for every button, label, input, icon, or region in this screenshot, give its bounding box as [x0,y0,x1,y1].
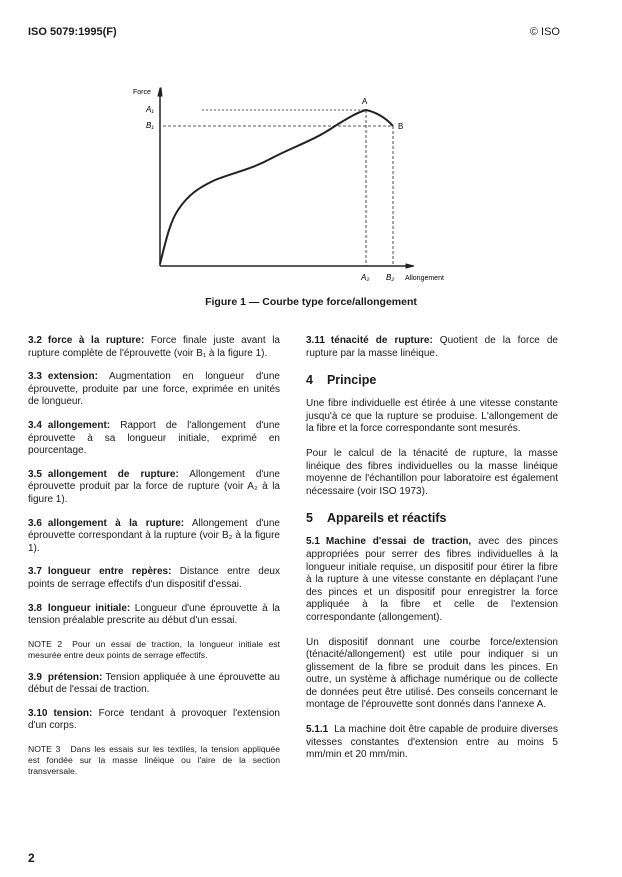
section-5-heading: 5 Appareils et réactifs [306,511,447,526]
definition-3-11: 3.11 ténacité de rupture: Quotient de la force de rupture par la masse linéique. [306,335,558,359]
b1-label: B₁ [146,121,154,130]
definition-3-3: 3.3 extension: Augmentation en longueur d'une éprouvette, produite par une force, exprimée en unités de longueur. [28,371,280,408]
a2-label: A₂ [361,273,370,282]
section-4-paragraph-1: Une fibre individuelle est étirée à une vitesse constante jusqu'à ce que la rupture se produise. L'allongement de la fibre et la force correspondante sont mesurés. [306,398,558,435]
document-id: ISO 5079:1995(F) [28,26,117,38]
point-a-label: A [362,97,368,106]
figure-caption: Figure 1 — Courbe type force/allongement [205,296,417,308]
definition-3-4: 3.4 allongement: Rapport de l'allongement d'une éprouvette à sa longueur initiale, exprimé en pourcentage. [28,419,280,457]
b2-label: B₂ [386,273,395,282]
note-3: NOTE 3 Dans les essais sur les textiles, la tension appliquée est fondée sur la masse linéique ou l'aire de la section transversale. [28,744,280,777]
definition-3-2: 3.2 force à la rupture: Force finale juste avant la rupture complète de l'éprouvette (voir B₁ à la figure 1). [28,335,280,359]
y-axis-label: Force [133,89,151,96]
page-number: 2 [28,851,35,865]
right-column [306,335,558,774]
x-axis-label: Allongement [405,275,444,282]
point-b-label: B [398,122,404,131]
copyright: © ISO [529,26,560,38]
x-axis-arrow [406,264,414,268]
definition-3-6: 3.6 allongement à la rupture: Allongement d'une éprouvette correspondant à la rupture (voir B₂ à la figure 1). [28,517,280,554]
definition-3-8: 3.8 longueur initiale: Longueur d'une éprouvette à la tension préalable prescrite au début d'un essai. [28,602,280,627]
force-curve [160,110,393,264]
definition-3-5: 3.5 allongement de rupture: Allongement d'une éprouvette produit par la force de rupture (voir A₂ à la figure 1). [28,468,280,505]
a1-label: A₁ [146,105,154,114]
note-2: NOTE 2 Pour un essai de traction, la longueur initiale est mesurée entre deux points de serrage effectifs. [28,638,280,660]
section-4-paragraph-2: Pour le calcul de la ténacité de rupture, la masse linéique des fibres individuelles ou la masse linéique moyenne de l'échantillon pour laboratoire est également nécessaire (voir ISO 1973). [306,447,558,497]
clause-5-1: 5.1 Machine d'essai de traction, avec des pinces appropriées pour serrer des fibres individuelles à la longueur initiale requise, un dispositif pour étirer la fibre à la rupture à une vitesse constante en déplaçant l'une des pinces et un dispositif pour enregistrer la force appliquée à la fibre et celle de l'extension correspondante (allongement). [306,536,558,623]
definition-3-9: 3.9 prétension: Tension appliquée à une éprouvette au début de l'essai de traction. [28,671,280,696]
definition-3-7: 3.7 longueur entre repères: Distance entre deux points de serrage effectifs d'un dispositif d'essai. [28,566,280,590]
y-axis-arrow [158,88,162,96]
left-column [28,335,280,788]
clause-5-1-paragraph-2: Un dispositif donnant une courbe force/extension (ténacité/allongement) est utile pour indiquer si un glissement de la fibre se produit dans les pinces. En outre, un système à affichage numérique ou de collecte de données peut être utilisé. Des conseils concernant le montage de l'éprouvette sont donnés dans l'annexe A. [306,636,558,711]
clause-5-1-1: 5.1.1 La machine doit être capable de produire diverses vitesses constantes d'extension entre au moins 5 mm/min et 20 mm/min. [306,724,558,761]
force-elongation-figure [0,0,622,300]
section-4-heading: 4 Principe [306,373,377,388]
definition-3-10: 3.10 tension: Force tendant à provoquer l'extension d'un corps. [28,707,280,732]
